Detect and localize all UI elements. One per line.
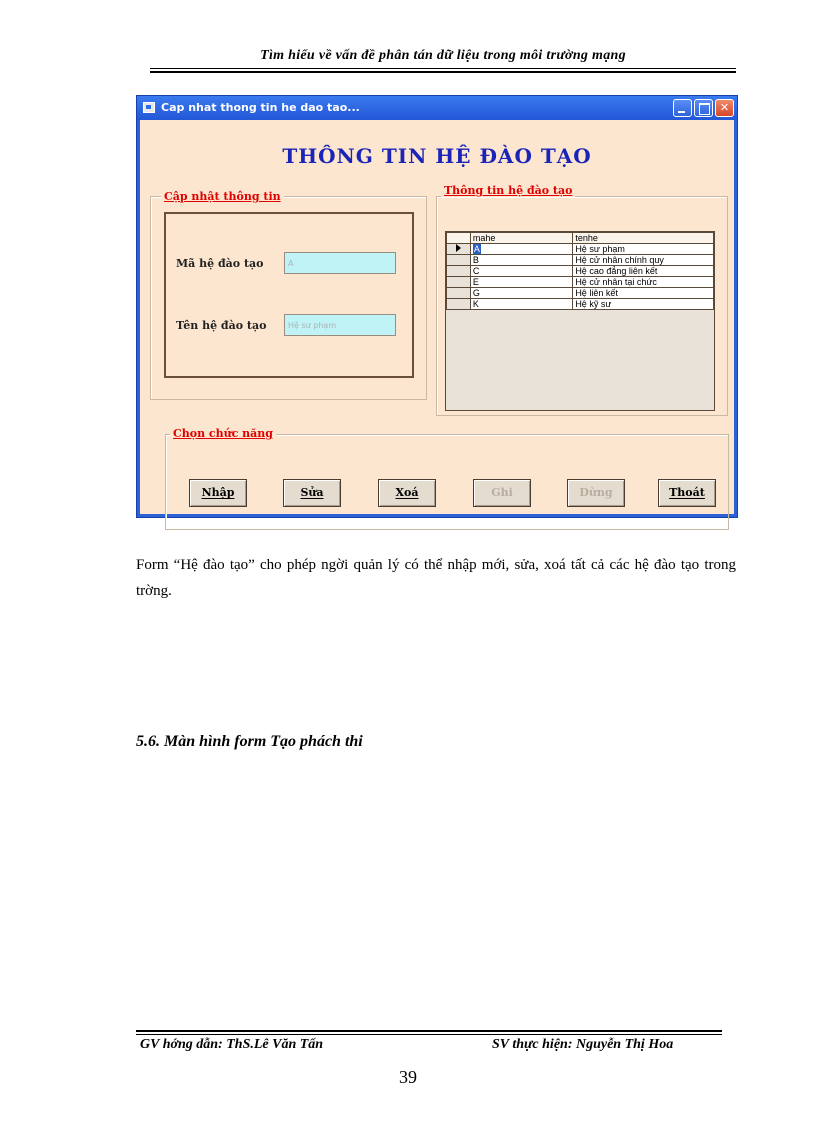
code-label: Mã hệ đào tạo xyxy=(176,257,264,270)
header-rule-thin xyxy=(150,68,736,69)
row-selector[interactable] xyxy=(447,277,471,288)
footer-student: SV thực hiện: Nguyễn Thị Hoa xyxy=(492,1037,674,1052)
current-cell-value: A xyxy=(473,243,480,254)
grid-group-title: Thông tin hệ đào tạo xyxy=(441,184,575,197)
grid-cell[interactable]: Hệ cử nhân tại chức xyxy=(573,277,714,288)
footer-rule-thick xyxy=(136,1030,722,1032)
row-selector[interactable] xyxy=(447,288,471,299)
window-client-area xyxy=(140,120,734,514)
table-row[interactable] xyxy=(447,255,714,266)
data-grid-table xyxy=(446,232,714,310)
function-group-title: Chọn chức năng xyxy=(170,427,276,440)
update-info-panel xyxy=(164,212,414,378)
grid-cell[interactable]: Hệ kỹ sư xyxy=(573,299,714,310)
dung-button[interactable]: Dừng xyxy=(567,479,625,507)
grid-header-mahe[interactable]: mahe xyxy=(470,233,572,244)
row-selector[interactable] xyxy=(447,299,471,310)
grid-cell[interactable]: C xyxy=(470,266,572,277)
maximize-icon[interactable] xyxy=(694,99,713,117)
app-window xyxy=(136,95,738,518)
data-grid[interactable] xyxy=(445,231,715,411)
nhap-button[interactable]: Nhập xyxy=(189,479,247,507)
code-input[interactable] xyxy=(284,252,396,274)
grid-cell[interactable]: K xyxy=(470,299,572,310)
app-icon xyxy=(143,102,155,113)
figure-caption: Form “Hệ đào tạo” cho phép ngời quản lý có thể nhập mới, sửa, xoá tất cả các hệ đào tạo trong trờng. xyxy=(136,557,736,599)
page-header: Tìm hiểu về vấn đề phân tán dữ liệu trong môi trường mạng xyxy=(260,48,626,63)
page-number: 39 xyxy=(399,1067,417,1087)
table-row[interactable] xyxy=(447,266,714,277)
grid-header-tenhe[interactable]: tenhe xyxy=(573,233,714,244)
table-row[interactable] xyxy=(447,244,714,255)
xoa-button[interactable]: Xoá xyxy=(378,479,436,507)
table-row[interactable] xyxy=(447,288,714,299)
grid-cell[interactable]: Hệ liên kết xyxy=(573,288,714,299)
sua-button[interactable]: Sửa xyxy=(283,479,341,507)
row-selector[interactable] xyxy=(447,255,471,266)
grid-cell[interactable]: Hệ cử nhân chính quy xyxy=(573,255,714,266)
minimize-icon[interactable] xyxy=(673,99,692,117)
function-group xyxy=(165,434,729,530)
name-label: Tên hệ đào tạo xyxy=(176,319,267,332)
form-heading: THÔNG TIN HỆ ĐÀO TẠO xyxy=(282,144,592,168)
current-row-arrow-icon xyxy=(456,244,461,252)
close-icon[interactable]: ✕ xyxy=(715,99,734,117)
grid-cell[interactable]: G xyxy=(470,288,572,299)
grid-cell[interactable]: B xyxy=(470,255,572,266)
grid-header-row xyxy=(447,233,714,244)
row-selector[interactable] xyxy=(447,244,471,255)
window-titlebar[interactable] xyxy=(137,96,737,120)
header-rule-thick xyxy=(150,71,736,73)
grid-corner xyxy=(447,233,471,244)
name-input[interactable] xyxy=(284,314,396,336)
table-row[interactable] xyxy=(447,299,714,310)
grid-cell[interactable]: E xyxy=(470,277,572,288)
grid-cell[interactable]: Hệ cao đẳng liên kết xyxy=(573,266,714,277)
row-selector[interactable] xyxy=(447,266,471,277)
footer-instructor: GV hớng dẫn: ThS.Lê Văn Tấn xyxy=(140,1037,324,1052)
table-row[interactable] xyxy=(447,277,714,288)
grid-cell[interactable] xyxy=(470,244,572,255)
update-info-group-title: Cập nhật thông tin xyxy=(161,190,284,203)
ghi-button[interactable]: Ghi xyxy=(473,479,531,507)
grid-cell[interactable]: Hệ sư phạm xyxy=(573,244,714,255)
window-title: Cap nhat thong tin he dao tao... xyxy=(161,101,360,114)
thoat-button[interactable]: Thoát xyxy=(658,479,716,507)
section-heading: 5.6. Màn hình form Tạo phách thi xyxy=(136,733,363,750)
footer-rule-thin xyxy=(136,1034,722,1035)
